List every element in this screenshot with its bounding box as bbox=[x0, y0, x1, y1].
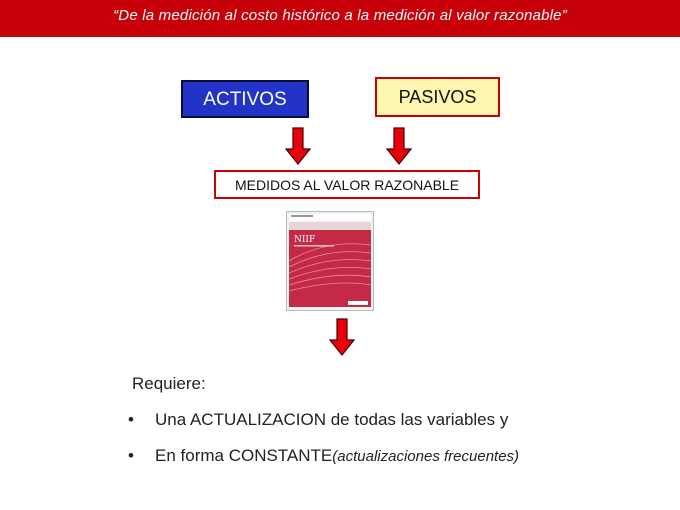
requirement-item-2-text: En forma CONSTANTE bbox=[155, 446, 333, 465]
niif-book-cover-icon bbox=[286, 211, 374, 311]
slide-title: “De la medición al costo histórico a la medición al valor razonable” bbox=[113, 7, 567, 24]
pasivos-down-arrow-icon bbox=[386, 127, 412, 165]
requirement-item-2 bbox=[128, 446, 519, 466]
activos-box: ACTIVOS bbox=[181, 80, 309, 118]
requirements-heading: Requiere: bbox=[132, 374, 206, 393]
title-bar bbox=[0, 0, 680, 37]
medidos-valor-razonable-box: MEDIDOS AL VALOR RAZONABLE bbox=[214, 170, 480, 199]
requirement-item-1-text: Una ACTUALIZACION de todas las variables y bbox=[155, 410, 509, 429]
bullet-icon: • bbox=[128, 446, 134, 465]
requirement-item-1 bbox=[128, 410, 508, 430]
bullet-icon: • bbox=[128, 410, 134, 429]
requirement-item-2-note: (actualizaciones frecuentes) bbox=[332, 448, 520, 465]
activos-down-arrow-icon bbox=[285, 127, 311, 165]
book-title: NIIF bbox=[294, 235, 316, 245]
book-down-arrow-icon bbox=[329, 318, 355, 356]
pasivos-box: PASIVOS bbox=[375, 77, 500, 117]
